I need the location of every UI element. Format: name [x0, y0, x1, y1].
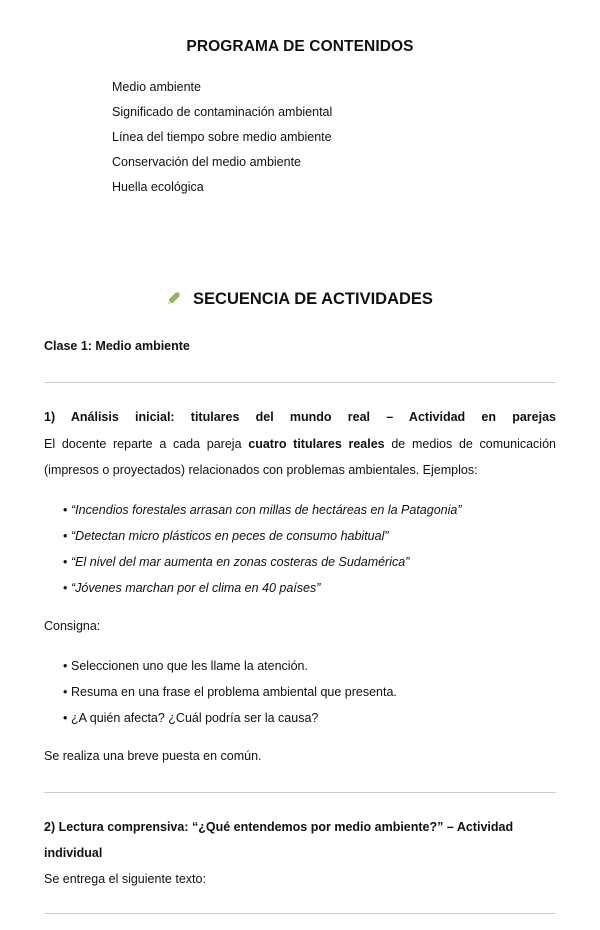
- heading-word: real: [347, 410, 371, 424]
- contents-item: Significado de contaminación ambiental: [112, 105, 333, 119]
- heading-word: del: [255, 410, 274, 424]
- contents-item: Huella ecológica: [112, 180, 204, 194]
- bullet-icon: •: [63, 685, 68, 699]
- activity2-heading: 2) Lectura comprensiva: “¿Qué entendemos por medio ambiente?” – Actividad individual: [44, 820, 514, 860]
- pencil-icon: [167, 289, 183, 310]
- list-item: [63, 658, 397, 684]
- instruction-text: Resuma en una frase el problema ambiental que presenta.: [71, 685, 397, 699]
- consigna-label: Consigna:: [44, 619, 101, 633]
- bullet-icon: •: [63, 659, 68, 673]
- program-title: PROGRAMA DE CONTENIDOS: [186, 38, 414, 55]
- bullet-icon: •: [63, 503, 68, 517]
- heading-word: Análisis: [70, 410, 119, 424]
- sequence-title: SECUENCIA DE ACTIVIDADES: [193, 290, 433, 308]
- headline-text: “El nivel del mar aumenta en zonas costeras de Sudamérica”: [71, 555, 410, 569]
- clase-title: Clase 1: Medio ambiente: [44, 339, 190, 353]
- intro-text: de medios de comunicación (impresos o proyectados) relacionados con problemas ambientales. Ejemplos:: [44, 437, 556, 477]
- contents-list: [112, 79, 332, 204]
- heading-word: titulares: [190, 410, 240, 424]
- list-item: [63, 580, 462, 606]
- divider: [44, 792, 556, 793]
- divider: [44, 382, 556, 383]
- bullet-icon: •: [63, 711, 68, 725]
- bullet-icon: •: [63, 555, 68, 569]
- contents-item: Conservación del medio ambiente: [112, 155, 301, 169]
- divider: [44, 913, 556, 914]
- bullet-icon: •: [63, 529, 68, 543]
- activity1-heading: [44, 410, 556, 424]
- instruction-text: Seleccionen uno que les llame la atención.: [71, 659, 308, 673]
- heading-word: en: [481, 410, 496, 424]
- sequence-heading: [0, 289, 600, 310]
- list-item: [63, 502, 462, 528]
- instructions-list: [63, 658, 397, 736]
- activity2-text: Se entrega el siguiente texto:: [44, 872, 206, 886]
- list-item: [63, 684, 397, 710]
- heading-word: inicial:: [135, 410, 175, 424]
- headline-text: “Detectan micro plásticos en peces de consumo habitual”: [71, 529, 389, 543]
- heading-word: Actividad: [408, 410, 466, 424]
- contents-item: Línea del tiempo sobre medio ambiente: [112, 130, 332, 144]
- intro-bold-text: cuatro titulares reales: [248, 437, 385, 451]
- heading-word: parejas: [512, 410, 556, 424]
- list-item: [63, 554, 462, 580]
- heading-word: mundo: [289, 410, 332, 424]
- bullet-icon: •: [63, 581, 68, 595]
- instruction-text: ¿A quién afecta? ¿Cuál podría ser la causa?: [71, 711, 319, 725]
- list-item: [63, 710, 397, 736]
- headline-text: “Jóvenes marchan por el clima en 40 países”: [71, 581, 321, 595]
- contents-item: Medio ambiente: [112, 80, 201, 94]
- intro-text: El docente reparte a cada pareja: [44, 437, 249, 451]
- heading-word: 1): [44, 410, 56, 424]
- heading-word: –: [386, 410, 394, 424]
- list-item: [63, 528, 462, 554]
- headlines-list: [63, 502, 462, 606]
- headline-text: “Incendios forestales arrasan con millas de hectáreas en la Patagonia”: [71, 503, 462, 517]
- activity1-intro: [44, 431, 556, 483]
- closing-text: Se realiza una breve puesta en común.: [44, 749, 262, 763]
